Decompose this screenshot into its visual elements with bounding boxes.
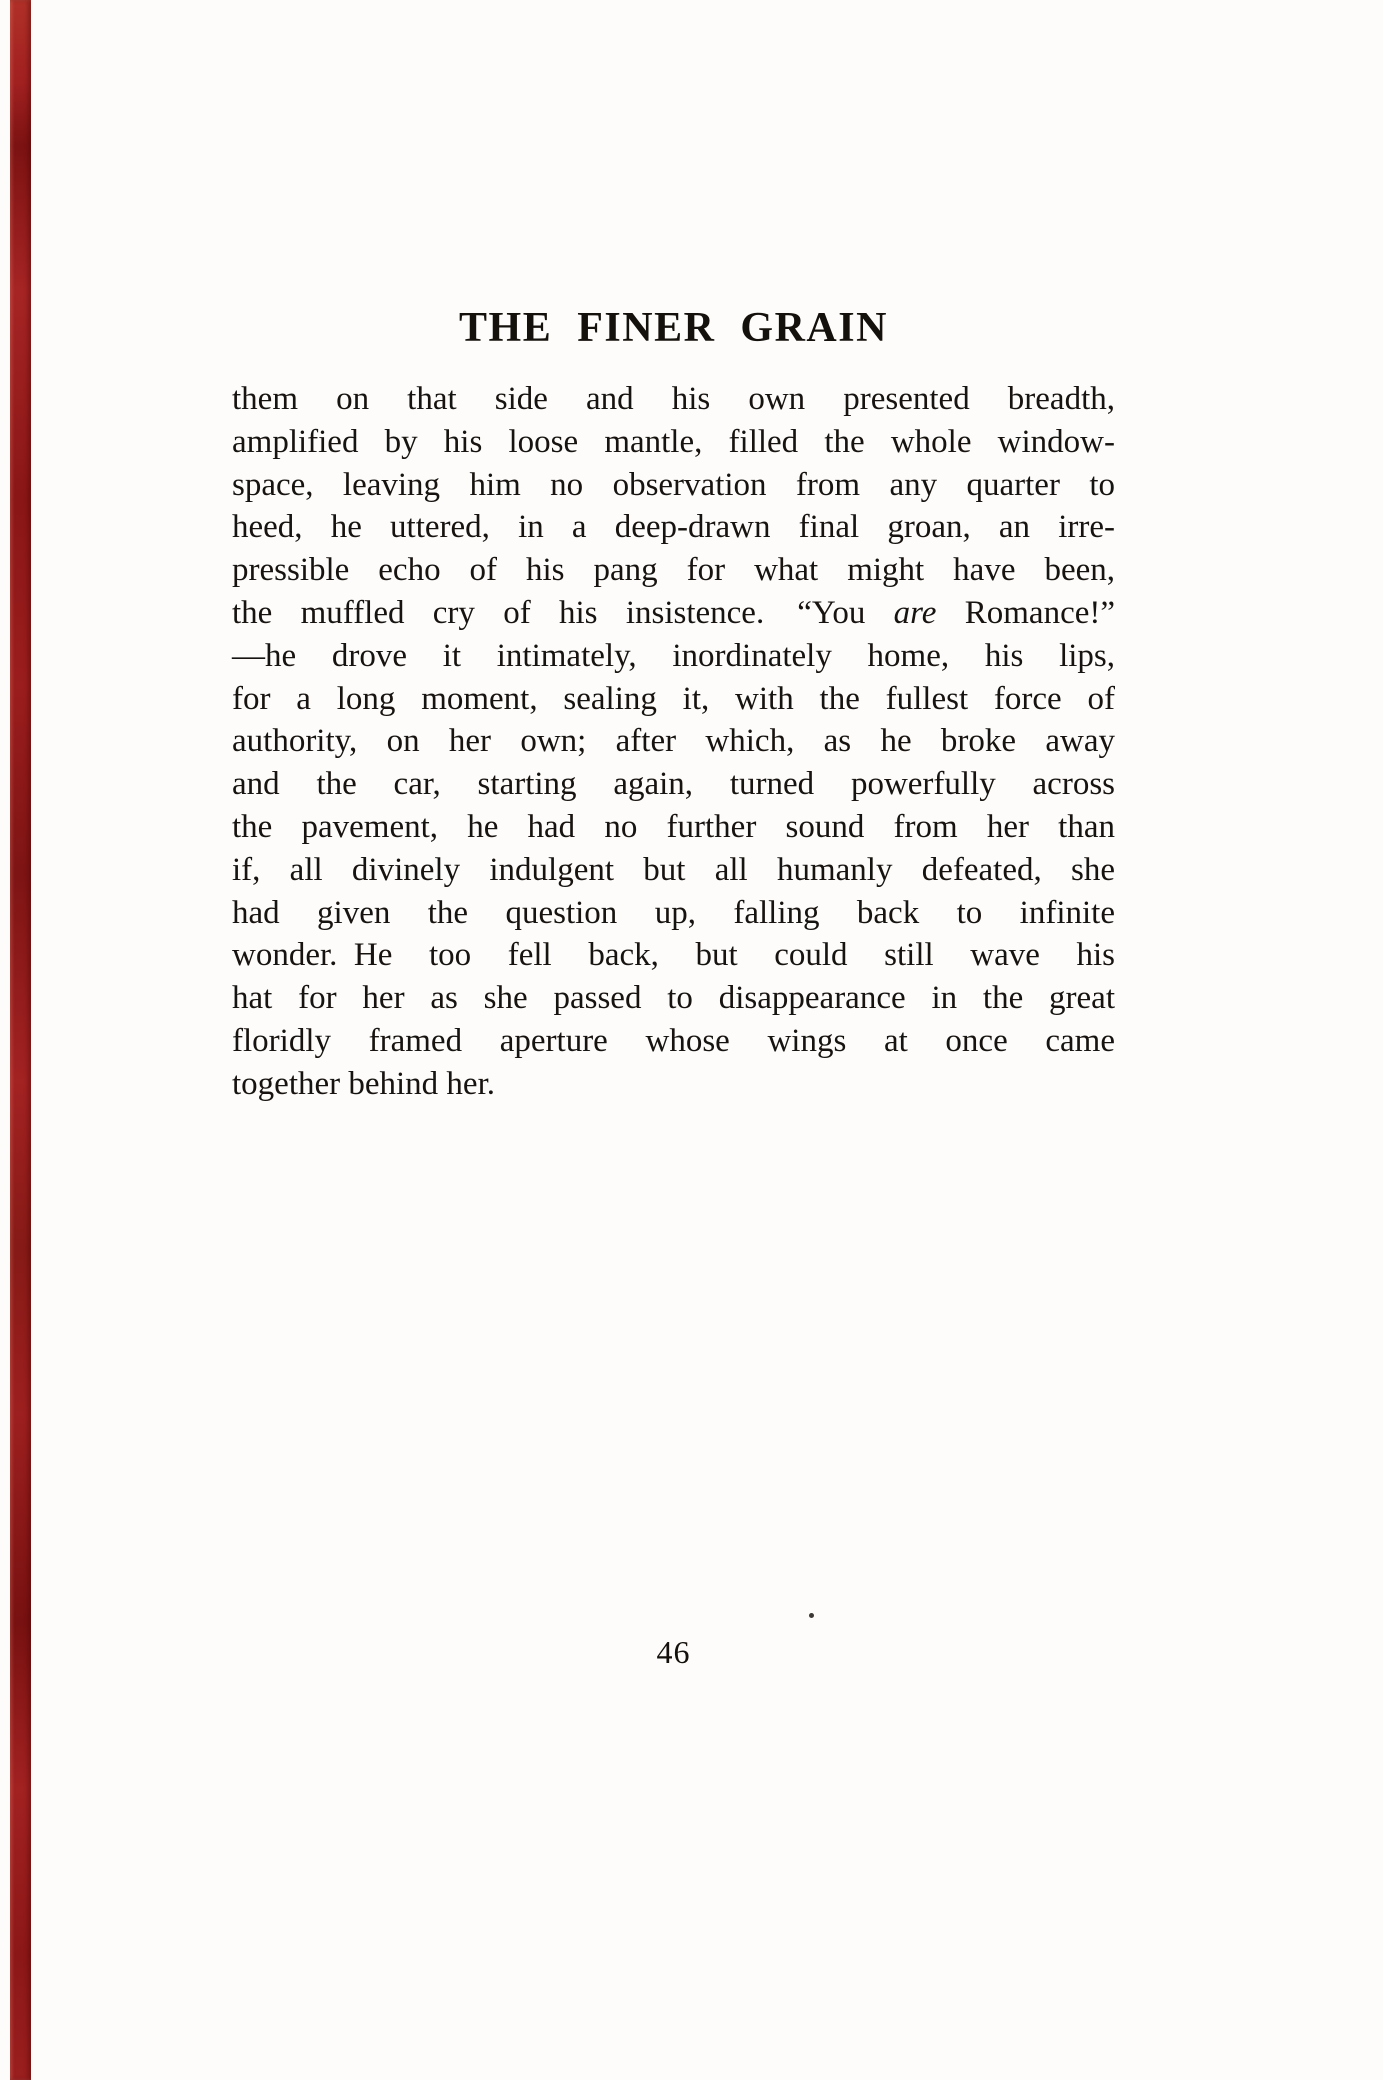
- page-title: THE FINER GRAIN: [459, 305, 888, 351]
- body-segment: hat for her as she passed to disappearance in the great: [232, 980, 1115, 1017]
- body-line: [232, 549, 1115, 592]
- body-line: [232, 1063, 1115, 1106]
- body-segment: space, leaving him no observation from any quarter to: [232, 466, 1115, 503]
- body-segment: had given the question up, falling back to infinite: [232, 894, 1115, 931]
- page-number: 46: [656, 1634, 691, 1670]
- scan-speck: [809, 1613, 814, 1618]
- body-line: [232, 1020, 1115, 1063]
- body-line: [232, 977, 1115, 1020]
- body-segment-italic: are: [893, 594, 937, 631]
- body-segment: —he drove it intimately, inordinately home, his lips,: [232, 637, 1115, 674]
- body-line: [232, 934, 1115, 977]
- body-segment: if, all divinely indulgent but all humanly defeated, she: [232, 851, 1115, 888]
- body-line: [232, 635, 1115, 678]
- body-line: [232, 506, 1115, 549]
- body-segment: authority, on her own; after which, as he broke away: [232, 723, 1115, 760]
- body-line: [232, 378, 1115, 421]
- body-segment: heed, he uttered, in a deep-drawn final groan, an irre-: [232, 509, 1115, 546]
- body-segment: for a long moment, sealing it, with the fullest force of: [232, 680, 1115, 717]
- body-line: [232, 421, 1115, 464]
- body-segment: floridly framed aperture whose wings at once came: [232, 1022, 1115, 1059]
- body-line: [232, 849, 1115, 892]
- body-segment: wonder. He too fell back, but could still wave his: [232, 937, 1115, 974]
- body-segment: pressible echo of his pang for what might have been,: [232, 552, 1115, 589]
- body-line: [232, 806, 1115, 849]
- body-line: [232, 763, 1115, 806]
- body-line: [232, 592, 1115, 635]
- body-line: [232, 892, 1115, 935]
- page-body: [232, 378, 1115, 1106]
- body-line: [232, 678, 1115, 721]
- book-binding-edge: [10, 0, 31, 2080]
- body-segment: the muffled cry of his insistence. “You: [232, 594, 894, 631]
- body-line: [232, 720, 1115, 763]
- body-segment: the pavement, he had no further sound from her than: [232, 808, 1115, 845]
- body-segment: together behind her.: [232, 1065, 496, 1102]
- body-segment: them on that side and his own presented breadth,: [232, 381, 1115, 417]
- body-segment: amplified by his loose mantle, filled the whole window-: [232, 423, 1115, 460]
- body-line: [232, 464, 1115, 507]
- body-segment: Romance!”: [936, 594, 1115, 631]
- body-segment: and the car, starting again, turned powerfully across: [232, 766, 1115, 803]
